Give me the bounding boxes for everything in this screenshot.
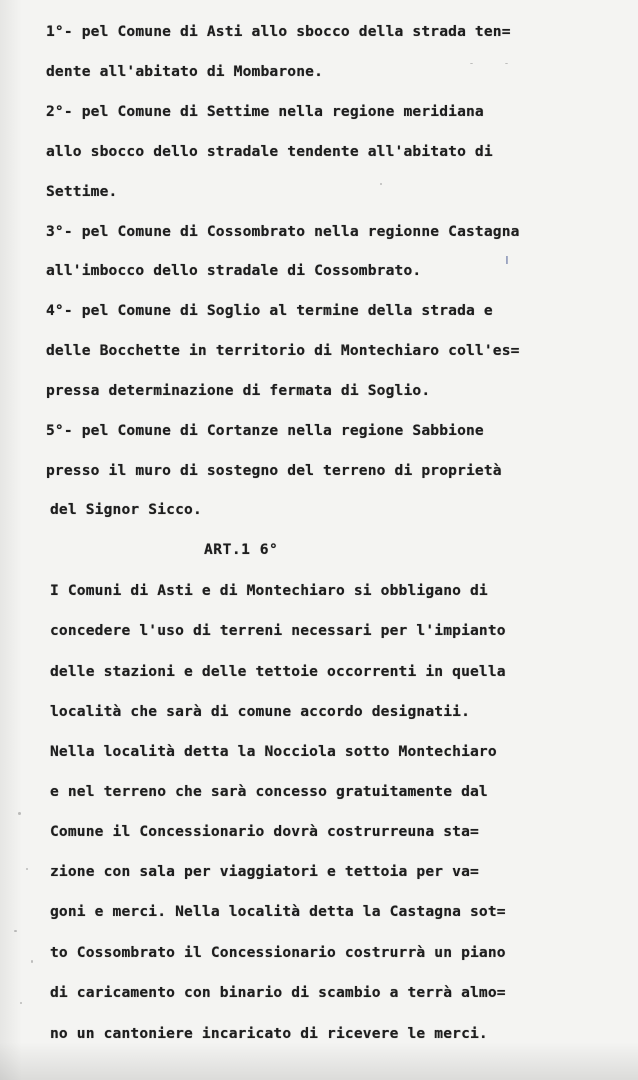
scan-speck bbox=[18, 812, 21, 815]
handwritten-pen-mark: ı bbox=[505, 252, 509, 268]
text-line: all'imbocco dello stradale di Cossombrato. bbox=[46, 262, 422, 279]
text-line: delle stazioni e delle tettoie occorrenti in quella bbox=[50, 663, 506, 680]
text-line: 4°- pel Comune di Soglio al termine della strada e bbox=[46, 302, 493, 319]
text-line: concedere l'uso di terreni necessari per l'impianto bbox=[50, 622, 506, 639]
text-line: zione con sala per viaggiatori e tettoia per va= bbox=[50, 863, 479, 880]
text-line: presso il muro di sostegno del terreno di proprietà bbox=[46, 462, 502, 479]
scan-speck bbox=[26, 868, 28, 870]
scan-speck bbox=[380, 183, 382, 185]
scan-speck bbox=[14, 930, 17, 932]
text-line: to Cossombrato il Concessionario costrurrà un piano bbox=[50, 944, 506, 961]
text-line: Comune il Concessionario dovrà costrurreuna sta= bbox=[50, 823, 479, 840]
scan-speck bbox=[20, 1002, 22, 1004]
text-line: 3°- pel Comune di Cossombrato nella regionne Castagna bbox=[46, 223, 520, 240]
page-bottom-shadow bbox=[0, 1042, 638, 1080]
text-line: allo sbocco dello stradale tendente all'abitato di bbox=[46, 143, 493, 160]
text-line: del Signor Sicco. bbox=[50, 501, 202, 518]
text-line: 2°- pel Comune di Settime nella regione meridiana bbox=[46, 103, 484, 120]
text-line: dente all'abitato di Mombarone. bbox=[46, 63, 324, 80]
page-edge-shadow bbox=[0, 0, 22, 1080]
article-heading: ART.1 6° bbox=[204, 541, 279, 558]
text-line: goni e merci. Nella località detta la Castagna sot= bbox=[50, 903, 506, 920]
scan-speck bbox=[470, 63, 473, 64]
text-line: no un cantoniere incaricato di ricevere le merci. bbox=[50, 1025, 488, 1042]
text-line: località che sarà di comune accordo designatii. bbox=[50, 703, 471, 720]
scan-speck bbox=[505, 63, 508, 64]
scan-speck bbox=[31, 960, 33, 963]
text-line: delle Bocchette in territorio di Montechiaro coll'es= bbox=[46, 342, 520, 359]
text-line: 5°- pel Comune di Cortanze nella regione Sabbione bbox=[46, 422, 484, 439]
text-line: Nella località detta la Nocciola sotto Montechiaro bbox=[50, 743, 497, 760]
text-line: I Comuni di Asti e di Montechiaro si obbligano di bbox=[50, 582, 488, 599]
text-line: di caricamento con binario di scambio a terrà almo= bbox=[50, 984, 506, 1001]
text-line: e nel terreno che sarà concesso gratuitamente dal bbox=[50, 783, 488, 800]
text-line: Settime. bbox=[46, 183, 118, 200]
text-line: 1°- pel Comune di Asti allo sbocco della strada ten= bbox=[46, 23, 511, 40]
text-line: pressa determinazione di fermata di Soglio. bbox=[46, 382, 431, 399]
